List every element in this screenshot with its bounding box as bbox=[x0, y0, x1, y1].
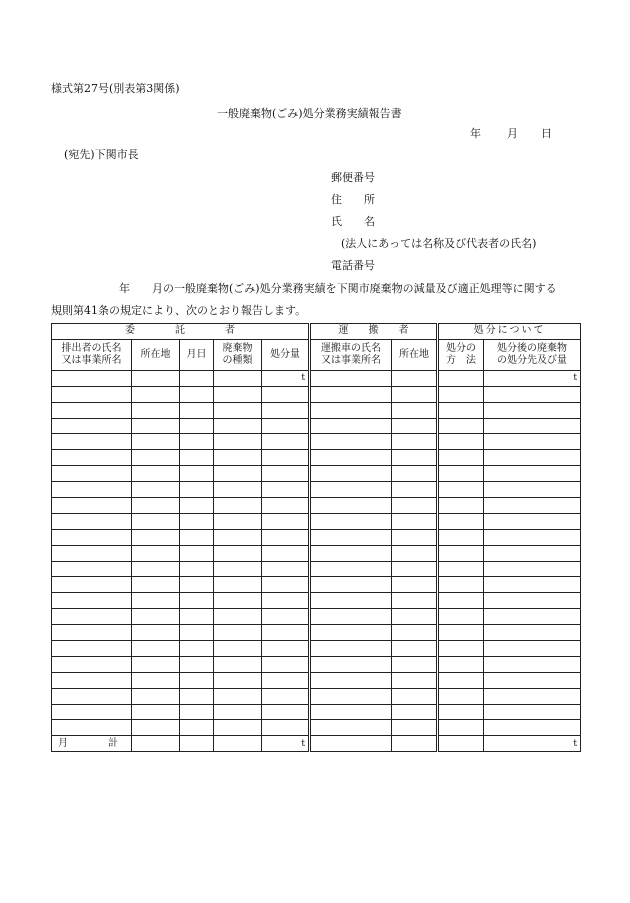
amount-header: 処分量 bbox=[262, 339, 310, 370]
table-cell bbox=[438, 418, 484, 434]
table-cell bbox=[52, 641, 132, 657]
table-cell bbox=[262, 688, 310, 704]
table-cell bbox=[438, 561, 484, 577]
table-cell bbox=[214, 418, 262, 434]
table-cell bbox=[484, 545, 581, 561]
table-row bbox=[52, 529, 581, 545]
table-row bbox=[52, 561, 581, 577]
table-cell bbox=[262, 529, 310, 545]
table-cell bbox=[484, 593, 581, 609]
table-cell bbox=[180, 577, 214, 593]
table-cell bbox=[262, 561, 310, 577]
table-cell bbox=[484, 672, 581, 688]
table-cell bbox=[214, 688, 262, 704]
table-cell bbox=[180, 482, 214, 498]
table-cell bbox=[262, 672, 310, 688]
table-cell bbox=[132, 482, 180, 498]
table-cell bbox=[438, 545, 484, 561]
consignor-header: 委 託 者 bbox=[52, 324, 310, 340]
table-cell bbox=[392, 482, 438, 498]
table-row bbox=[52, 450, 581, 466]
table-cell bbox=[392, 736, 438, 752]
table-cell bbox=[392, 498, 438, 514]
table-cell bbox=[484, 577, 581, 593]
table-cell bbox=[214, 593, 262, 609]
table-cell bbox=[52, 672, 132, 688]
table-cell bbox=[52, 609, 132, 625]
table-cell bbox=[262, 513, 310, 529]
table-cell bbox=[132, 609, 180, 625]
table-cell bbox=[180, 466, 214, 482]
table-cell bbox=[310, 672, 392, 688]
table-cell bbox=[132, 466, 180, 482]
table-cell bbox=[484, 704, 581, 720]
table-row bbox=[52, 370, 581, 386]
table-cell bbox=[132, 513, 180, 529]
total-row bbox=[52, 736, 581, 752]
disposal-header: 処分について bbox=[438, 324, 581, 340]
table-cell bbox=[438, 625, 484, 641]
table-cell bbox=[438, 688, 484, 704]
table-row bbox=[52, 434, 581, 450]
table-cell bbox=[262, 593, 310, 609]
table-row bbox=[52, 545, 581, 561]
amount-unit: t bbox=[262, 370, 310, 386]
location-header: 所在地 bbox=[132, 339, 180, 370]
table-cell bbox=[484, 434, 581, 450]
table-cell bbox=[132, 402, 180, 418]
table-row bbox=[52, 672, 581, 688]
table-row bbox=[52, 625, 581, 641]
table-cell bbox=[262, 704, 310, 720]
table-cell bbox=[484, 450, 581, 466]
table-cell bbox=[52, 720, 132, 736]
table-cell bbox=[484, 609, 581, 625]
table-cell bbox=[310, 402, 392, 418]
table-cell bbox=[52, 498, 132, 514]
table-cell bbox=[180, 402, 214, 418]
table-cell bbox=[214, 482, 262, 498]
table-cell bbox=[132, 577, 180, 593]
table-cell bbox=[438, 402, 484, 418]
table-cell bbox=[438, 466, 484, 482]
table-cell bbox=[392, 402, 438, 418]
table-cell bbox=[310, 656, 392, 672]
table-cell bbox=[132, 593, 180, 609]
table-cell bbox=[214, 434, 262, 450]
table-cell bbox=[484, 625, 581, 641]
table-cell bbox=[214, 450, 262, 466]
table-cell bbox=[484, 561, 581, 577]
table-cell bbox=[438, 609, 484, 625]
table-cell bbox=[52, 418, 132, 434]
table-cell bbox=[484, 513, 581, 529]
table-cell bbox=[262, 641, 310, 657]
table-cell bbox=[132, 434, 180, 450]
table-cell bbox=[310, 450, 392, 466]
carrier-name-header: 運搬車の氏名 又は事業所名 bbox=[310, 339, 392, 370]
header-group-row bbox=[52, 324, 581, 340]
table-cell bbox=[52, 625, 132, 641]
table-cell bbox=[52, 529, 132, 545]
table-cell bbox=[484, 688, 581, 704]
table-cell bbox=[484, 641, 581, 657]
table-cell bbox=[262, 418, 310, 434]
table-cell bbox=[262, 656, 310, 672]
table-cell bbox=[262, 450, 310, 466]
table-cell bbox=[392, 704, 438, 720]
table-cell bbox=[132, 370, 180, 386]
table-cell bbox=[214, 370, 262, 386]
table-row bbox=[52, 609, 581, 625]
table-cell bbox=[132, 498, 180, 514]
address-label: 住 所 bbox=[331, 193, 375, 206]
table-cell bbox=[392, 720, 438, 736]
table-cell bbox=[180, 561, 214, 577]
table-cell bbox=[180, 418, 214, 434]
carrier-location-header: 所在地 bbox=[392, 339, 438, 370]
table-cell bbox=[392, 450, 438, 466]
table-cell bbox=[214, 402, 262, 418]
table-cell bbox=[438, 720, 484, 736]
table-cell bbox=[392, 418, 438, 434]
table-cell bbox=[438, 672, 484, 688]
table-cell bbox=[262, 609, 310, 625]
table-cell bbox=[310, 545, 392, 561]
table-cell bbox=[484, 482, 581, 498]
table-cell bbox=[262, 625, 310, 641]
table-cell bbox=[132, 736, 180, 752]
table-cell bbox=[180, 386, 214, 402]
table-cell bbox=[392, 672, 438, 688]
table-cell bbox=[132, 418, 180, 434]
table-cell bbox=[392, 370, 438, 386]
name-label: 氏 名 bbox=[331, 215, 375, 228]
table-cell bbox=[214, 720, 262, 736]
table-row bbox=[52, 482, 581, 498]
table-cell bbox=[310, 609, 392, 625]
table-cell bbox=[484, 418, 581, 434]
total-label: 月 計 bbox=[52, 736, 132, 752]
table-row bbox=[52, 513, 581, 529]
table-cell bbox=[262, 498, 310, 514]
table-cell bbox=[438, 482, 484, 498]
table-cell bbox=[132, 720, 180, 736]
table-row bbox=[52, 402, 581, 418]
transporter-header: 運 搬 者 bbox=[310, 324, 438, 340]
phone-label: 電話番号 bbox=[331, 259, 375, 272]
table-cell bbox=[262, 466, 310, 482]
table-cell bbox=[132, 561, 180, 577]
table-cell bbox=[180, 736, 214, 752]
table-cell bbox=[52, 656, 132, 672]
table-cell bbox=[132, 625, 180, 641]
table-cell bbox=[262, 482, 310, 498]
table-cell bbox=[214, 545, 262, 561]
table-cell bbox=[392, 609, 438, 625]
table-cell bbox=[214, 498, 262, 514]
name-note: (法人にあっては名称及び代表者の氏名) bbox=[341, 237, 537, 250]
table-cell bbox=[392, 688, 438, 704]
table-cell bbox=[132, 545, 180, 561]
table-cell bbox=[310, 720, 392, 736]
table-cell bbox=[484, 402, 581, 418]
table-cell bbox=[310, 593, 392, 609]
table-cell bbox=[180, 370, 214, 386]
table-cell bbox=[52, 688, 132, 704]
header-column-row bbox=[52, 339, 581, 370]
table-cell bbox=[214, 704, 262, 720]
table-row bbox=[52, 720, 581, 736]
table-cell bbox=[438, 386, 484, 402]
after-disposal-unit: t bbox=[484, 370, 581, 386]
table-cell bbox=[180, 688, 214, 704]
table-cell bbox=[132, 688, 180, 704]
table-cell bbox=[392, 656, 438, 672]
table-cell bbox=[262, 577, 310, 593]
table-cell bbox=[310, 561, 392, 577]
table-cell bbox=[52, 402, 132, 418]
table-cell bbox=[438, 450, 484, 466]
table-row bbox=[52, 386, 581, 402]
table-row bbox=[52, 466, 581, 482]
table-cell bbox=[180, 529, 214, 545]
disposal-report-table bbox=[51, 323, 581, 752]
document-title: 一般廃棄物(ごみ)処分業務実績報告書 bbox=[217, 107, 402, 120]
table-cell bbox=[438, 641, 484, 657]
date-month: 月 bbox=[507, 127, 518, 140]
table-cell bbox=[214, 529, 262, 545]
emitter-name-header: 排出者の氏名 又は事業所名 bbox=[52, 339, 132, 370]
table-cell bbox=[310, 704, 392, 720]
table-cell bbox=[180, 720, 214, 736]
table-cell bbox=[132, 656, 180, 672]
table-cell bbox=[484, 720, 581, 736]
table-cell bbox=[52, 704, 132, 720]
table-cell bbox=[310, 529, 392, 545]
after-disposal-header: 処分後の廃棄物 の処分先及び量 bbox=[484, 339, 581, 370]
table-cell bbox=[310, 386, 392, 402]
table-cell bbox=[52, 561, 132, 577]
table-cell bbox=[484, 529, 581, 545]
table-cell bbox=[262, 720, 310, 736]
table-cell bbox=[392, 529, 438, 545]
table-cell bbox=[310, 434, 392, 450]
table-cell bbox=[310, 625, 392, 641]
table-cell bbox=[180, 609, 214, 625]
table-cell bbox=[214, 672, 262, 688]
table-row bbox=[52, 656, 581, 672]
table-cell bbox=[132, 386, 180, 402]
table-cell bbox=[52, 434, 132, 450]
postal-code-label: 郵便番号 bbox=[331, 171, 375, 184]
table-cell bbox=[180, 498, 214, 514]
table-cell bbox=[392, 577, 438, 593]
method-header: 処分の 方 法 bbox=[438, 339, 484, 370]
table-cell bbox=[438, 577, 484, 593]
table-body bbox=[52, 370, 581, 735]
table-cell bbox=[310, 466, 392, 482]
form-number: 様式第27号(別表第3関係) bbox=[51, 82, 180, 95]
table-cell bbox=[180, 641, 214, 657]
waste-type-header: 廃棄物 の種類 bbox=[214, 339, 262, 370]
table-cell bbox=[214, 466, 262, 482]
table-cell bbox=[438, 513, 484, 529]
table-cell bbox=[484, 656, 581, 672]
table-cell bbox=[180, 672, 214, 688]
table-row bbox=[52, 641, 581, 657]
table-cell bbox=[310, 688, 392, 704]
table-cell bbox=[438, 498, 484, 514]
table-cell bbox=[214, 513, 262, 529]
table-cell bbox=[180, 513, 214, 529]
table-cell bbox=[52, 545, 132, 561]
table-cell bbox=[52, 577, 132, 593]
table-cell bbox=[214, 641, 262, 657]
date-header: 月日 bbox=[180, 339, 214, 370]
table-cell bbox=[392, 641, 438, 657]
table-row bbox=[52, 418, 581, 434]
table-cell bbox=[438, 370, 484, 386]
table-cell bbox=[52, 450, 132, 466]
table-cell bbox=[214, 386, 262, 402]
table-row bbox=[52, 498, 581, 514]
table-cell bbox=[180, 656, 214, 672]
table-cell bbox=[438, 529, 484, 545]
table-cell bbox=[180, 434, 214, 450]
table-cell bbox=[438, 593, 484, 609]
table-cell bbox=[392, 545, 438, 561]
table-cell bbox=[484, 386, 581, 402]
table-cell bbox=[214, 609, 262, 625]
table-cell bbox=[438, 434, 484, 450]
table-cell bbox=[214, 561, 262, 577]
table-row bbox=[52, 577, 581, 593]
table-cell bbox=[310, 577, 392, 593]
table-cell bbox=[180, 450, 214, 466]
table-cell bbox=[310, 370, 392, 386]
table-cell bbox=[180, 625, 214, 641]
table-row bbox=[52, 688, 581, 704]
table-cell bbox=[392, 625, 438, 641]
date-year: 年 bbox=[470, 127, 481, 140]
table-cell bbox=[262, 402, 310, 418]
table-cell bbox=[310, 418, 392, 434]
addressee: (宛先)下関市長 bbox=[64, 148, 139, 161]
table-cell bbox=[392, 593, 438, 609]
body-text-line1: 年 月の一般廃棄物(ごみ)処分業務実績を下関市廃棄物の減量及び適正処理等に関する bbox=[119, 282, 557, 295]
table-cell bbox=[438, 656, 484, 672]
table-cell bbox=[180, 593, 214, 609]
table-cell bbox=[132, 529, 180, 545]
body-text-line2: 規則第41条の規定により、次のとおり報告します。 bbox=[51, 304, 307, 317]
table-cell bbox=[438, 736, 484, 752]
table-cell bbox=[392, 466, 438, 482]
table-row bbox=[52, 593, 581, 609]
table-cell bbox=[484, 466, 581, 482]
table-cell bbox=[214, 736, 262, 752]
table-cell bbox=[180, 545, 214, 561]
table-cell bbox=[484, 498, 581, 514]
table-cell bbox=[214, 577, 262, 593]
total-after-unit: t bbox=[484, 736, 581, 752]
table-cell bbox=[262, 434, 310, 450]
table-cell bbox=[392, 513, 438, 529]
table-cell bbox=[132, 704, 180, 720]
table-cell bbox=[180, 704, 214, 720]
table-cell bbox=[52, 370, 132, 386]
table-cell bbox=[262, 545, 310, 561]
table-cell bbox=[392, 561, 438, 577]
table-cell bbox=[310, 513, 392, 529]
table-cell bbox=[52, 466, 132, 482]
table-cell bbox=[132, 672, 180, 688]
table-cell bbox=[310, 641, 392, 657]
table-cell bbox=[310, 498, 392, 514]
table-row bbox=[52, 704, 581, 720]
total-amount-unit: t bbox=[262, 736, 310, 752]
date-day: 日 bbox=[541, 127, 552, 140]
table-cell bbox=[310, 736, 392, 752]
table-cell bbox=[52, 482, 132, 498]
table-cell bbox=[214, 656, 262, 672]
table-cell bbox=[392, 386, 438, 402]
table-cell bbox=[132, 641, 180, 657]
table-cell bbox=[52, 593, 132, 609]
table-cell bbox=[438, 704, 484, 720]
table-cell bbox=[310, 482, 392, 498]
table-cell bbox=[132, 450, 180, 466]
table-cell bbox=[52, 386, 132, 402]
table-cell bbox=[52, 513, 132, 529]
table-cell bbox=[214, 625, 262, 641]
table-cell bbox=[392, 434, 438, 450]
table-cell bbox=[262, 386, 310, 402]
